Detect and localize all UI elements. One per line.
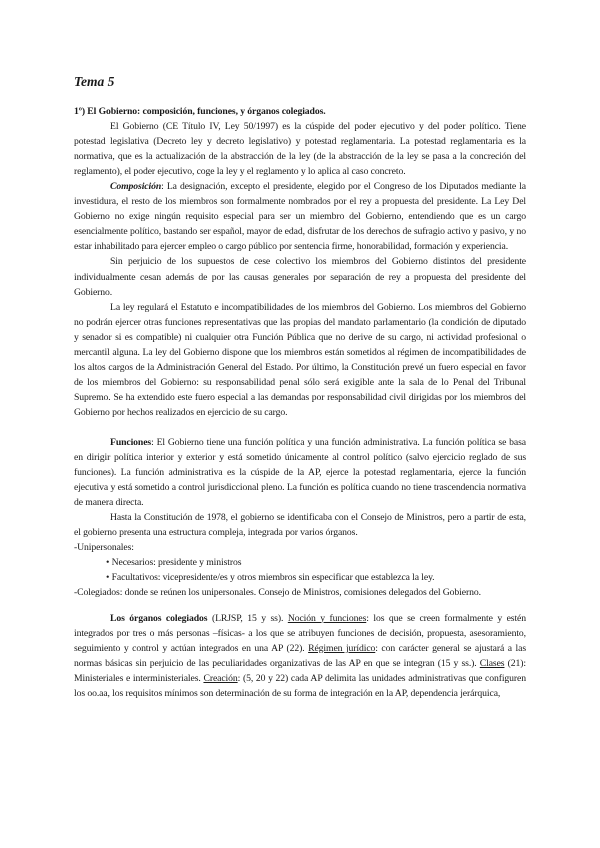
- paragraph-historia: Hasta la Constitución de 1978, el gobierno se identificaba con el Consejo de Ministros, pero a partir de esta, el gobierno presenta una estructura compleja, integrada por varios órganos.: [74, 512, 526, 539]
- paragraph-colegiados: -Colegiados: donde se reúnen los unipersonales. Consejo de Ministros, comisiones delegados del Gobierno.: [74, 587, 481, 599]
- regimen-label: Régimen jurídico: [308, 642, 376, 654]
- organos-label: Los órganos colegiados: [110, 612, 208, 624]
- paragraph-cese: Sin perjuicio de los supuestos de cese colectivo los miembros del Gobierno distintos del presidente individualmente cesan además de por las causas generales por separación de rey a propuesta del presidente del Gobierno.: [74, 256, 526, 298]
- paragraph-organos: [74, 611, 526, 701]
- page-title: Tema 5: [74, 74, 115, 89]
- nocion-text: : los que se creen formalmente y estén integrados por tres o más personas –físicas- a los que se atribuyen funciones de decisión, propuesta, asesoramiento, seguimiento y control y actúan integrados en una AP (22).: [74, 612, 526, 654]
- bullet-item: • Facultativos: vicepresidente/es y otros miembros sin especificar que establezca la ley.: [106, 572, 435, 584]
- bullet-item: • Necesarios: presidente y ministros: [106, 557, 242, 569]
- nocion-label: Noción y funciones: [287, 612, 367, 624]
- clases-text: (21): Ministeriales e interministeriales.: [74, 657, 527, 684]
- paragraph-composicion: [74, 179, 526, 254]
- paragraph-funciones: [74, 435, 526, 510]
- document-body: [74, 104, 526, 701]
- funciones-label: Funciones: [110, 436, 152, 448]
- composicion-label: Composición: [110, 181, 162, 193]
- paragraph-intro: El Gobierno (CE Título IV, Ley 50/1997) es la cúspide del poder ejecutivo y del poder político. Tiene potestad legislativa (Decreto ley y decreto legislativo) y potestad reglamentaria. La potestad reglamentaria es la normativa, que es la actualización de la abstracción de la ley (de la abstracción de la ley se pasa a la concreción del reglamento), el poder ejecutivo, coge la ley y el reglamento y lo aplica al caso concreto.: [74, 121, 526, 178]
- section-heading: 1º) El Gobierno: composición, funciones, y órganos colegiados.: [74, 106, 326, 117]
- funciones-text: : El Gobierno tiene una función política y una función administrativa. La función política se basa en dirigir política interior y exterior y está sometido únicamente al control político (salvo ejercicio reglado de sus funciones). La función administrativa es la cúspide de la AP, ejerce la potestad reglamentaria, ejerce la función ejecutiva y está sometido a control jurisdiccional pleno. La función es política cuando no tiene trascendencia normativa de manera directa.: [74, 436, 526, 509]
- creacion-text: : (5, 20 y 22) cada AP delimita las unidades administrativas que configuren los oo.aa, los requisitos mínimos son determinación de su forma de integración en la AP, dependencia jerárquica,: [74, 672, 526, 699]
- regimen-text: : con carácter general se ajustará a las normas básicas sin perjuicio de las peculiaridades organizativas de las AP en que se integran (15 y ss.).: [74, 642, 526, 669]
- organos-ref: (LRJSP, 15 y ss).: [207, 612, 288, 624]
- composicion-text: : La designación, excepto el presidente, elegido por el Congreso de los Diputados mediante la investidura, el resto de los miembros son formalmente nombrados por el rey a propuesta del presidente. La Ley Del Gobierno no exige ningún requisito especial para ser un miembro del Gobierno, entendiendo que es un cargo esencialmente político, bastando ser español, mayor de edad, disfrutar de los derechos de sufragio activo y pasivo, y no estar inhabilitado para ejercer empleo o cargo público por sentencia firme, honorabilidad, formación y experiencia.: [74, 181, 526, 253]
- creacion-label: Creación: [203, 672, 238, 684]
- unipersonales-heading: -Unipersonales:: [74, 542, 134, 554]
- clases-label: Clases: [479, 657, 505, 669]
- paragraph-incompatibilidades: La ley regulará el Estatuto e incompatibilidades de los miembros del Gobierno. Los miembros del Gobierno no podrán ejercer otras funciones representativas que las propias del mandato parlamentario (la condición de diputado y senador si es compatible) ni cualquier otra Función Pública que no derive de su cargo, ni actividad profesional o mercantil alguna. La ley del Gobierno dispone que los miembros están sometidos al régimen de incompatibilidades de los altos cargos de la Administración General del Estado. Por último, la Constitución prevé un fuero especial en favor de los miembros del Gobierno: su responsabilidad penal sólo será exigible ante la sala de lo Penal del Tribunal Supremo. Se ha extendido este fuero especial a las demandas por responsabilidad civil dirigidas por los miembros del Gobierno por hechos realizados en ejercicio de su cargo.: [74, 301, 526, 418]
